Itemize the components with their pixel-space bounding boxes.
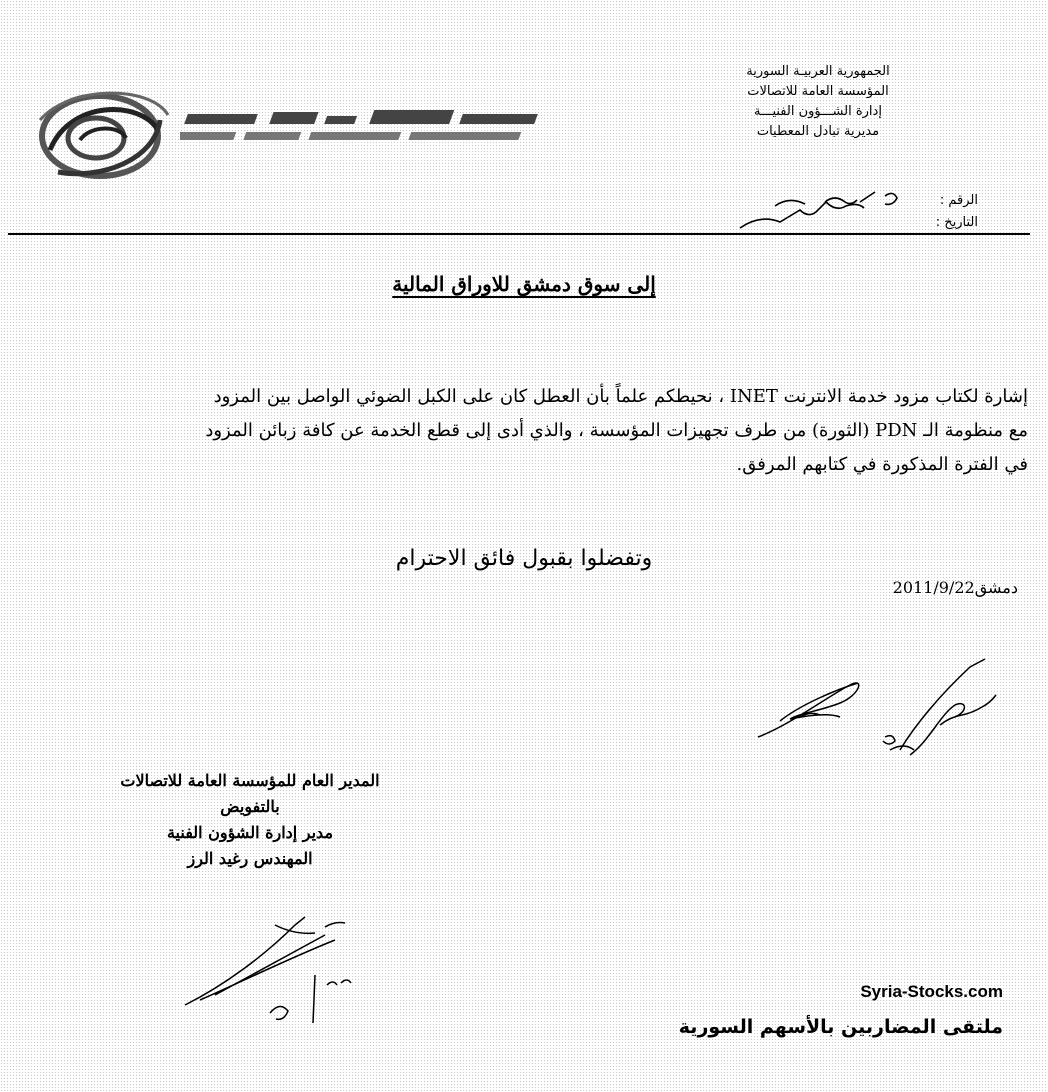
- watermark-forum: ملتقى المضاربين بالأسهم السورية: [678, 1016, 1003, 1038]
- handwritten-reference-icon: [735, 188, 950, 234]
- body-line-3: في الفترة المذكورة في كتابهم المرفق.: [736, 454, 1028, 475]
- letterhead-line-org: المؤسسة العامة للاتصالات: [747, 84, 889, 99]
- letter-body: [20, 380, 1028, 482]
- letter-date: دمشق2011/9/22: [892, 578, 1018, 597]
- director-signature-block: [70, 768, 430, 872]
- logo-wordmark-icon: [180, 108, 550, 152]
- letterhead-line-directorate: مديرية تبادل المعطيات: [756, 124, 880, 139]
- letterhead-line-dept: إدارة الشـــؤون الفنيـــة: [754, 104, 882, 119]
- director-delegation: بالتفويض: [220, 797, 280, 816]
- logo-swirl-icon: [30, 80, 170, 190]
- header-divider: [8, 233, 1030, 235]
- letter-subject: [0, 272, 1048, 296]
- director-role: مدير إدارة الشؤون الفنية: [166, 823, 334, 842]
- director-title: المدير العام للمؤسسة العامة للاتصالات: [120, 771, 380, 790]
- body-line-1: إشارة لكتاب مزود خدمة الانترنت INET ، نحيطكم علماً بأن العطل كان على الكبل الضوئي الواصل بين المزود: [213, 386, 1028, 407]
- director-signature-icon: [175, 905, 375, 1025]
- body-line-2: مع منظومة الـ PDN (الثورة) من طرف تجهيزات المؤسسة ، والذي أدى إلى قطع الخدمة عن كافة زبائن المزود: [205, 420, 1028, 441]
- watermark-site: Syria-Stocks.com: [860, 982, 1003, 1001]
- ref-date-label: التاريخ :: [935, 215, 978, 230]
- director-name: المهندس رغيد الرز: [187, 849, 313, 868]
- signature-icon: [740, 655, 1020, 765]
- ref-number-label: الرقم :: [939, 193, 978, 208]
- letter-subject-text: إلى سوق دمشق للاوراق المالية: [392, 272, 656, 296]
- closing-greeting: وتفضلوا بقبول فائق الاحترام: [395, 546, 653, 571]
- letterhead-line-country: الجمهورية العربيـة السورية: [746, 64, 890, 79]
- letterhead: [658, 62, 978, 142]
